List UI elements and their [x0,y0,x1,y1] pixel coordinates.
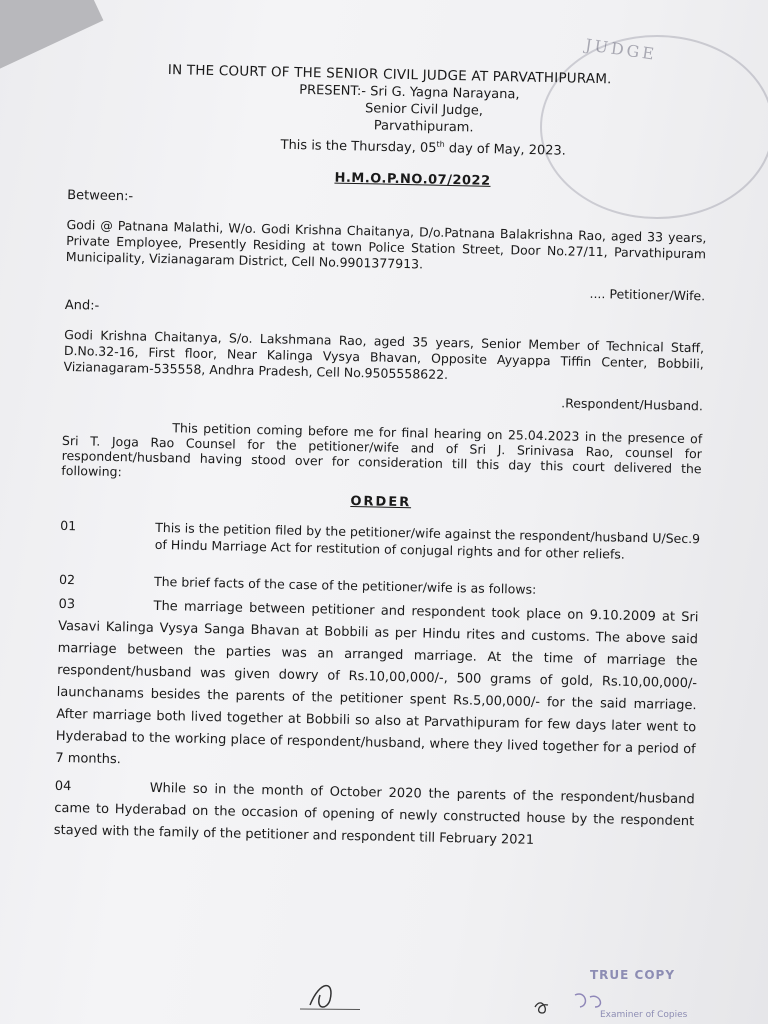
paragraph [55,594,699,783]
court-title: IN THE COURT OF THE SENIOR CIVIL JUDGE AT PARVATHIPURAM. [167,62,612,88]
paragraph [60,517,701,564]
court-seal-text: JUDGE [584,35,659,64]
court-place: Parvathipuram. [373,118,474,136]
case-number: H.M.O.P.NO.07/2022 [334,170,491,190]
paragraph-number: 02 [58,572,76,588]
court-header [68,60,710,163]
order-date: This is the Thursday, 05th day of May, 2023. [280,137,567,159]
order-heading: ORDER [350,494,412,511]
paragraph-text: The marriage between petitioner and respondent took place on 9.10.2009 at Sri Vasavi Kalinga Vysya Sanga Bhavan at Bobbili as per Hindu rites and customs. The above said marriage between the parties was an arranged marriage. At the time of marriage the respondent/husband was given dowry of Rs.10,00,000/-, 500 grams of gold, Rs.10,00,000/- launchanams besides the parents of the petitioner spent Rs.5,00,000/- for the said marriage. After marriage both lived together at Bobbili so also at Parvathipuram for few days later went to Hyderabad to the working place of respondent/husband, where they lived together for a period of 7 months. [55,599,699,768]
presiding-judge: PRESENT:- Sri G. Yagna Narayana, [299,82,520,103]
petitioner-details: Godi @ Patnana Malathi, W/o. Godi Krishna Chaitanya, D/o.Patnana Balakrishna Rao, aged 33 years, Private Employee, Presently Residing at town Police Station Street, Door No.27/11, Parvathipuram Municipality, Vizianagaram District, Cell No.9901377913. [65,217,707,272]
paragraph [54,776,695,855]
paragraph-text: The brief facts of the case of the petitioner/wife is as follows: [153,574,537,598]
and-label: And:- [64,298,100,314]
examiner-label: Examiner of Copies [600,1010,688,1020]
between-label: Between:- [66,188,134,205]
paragraph-number: 03 [58,597,76,613]
respondent-role: .Respondent/Husband. [561,395,704,414]
paragraph-text: This is the petition filed by the petitioner/wife against the respondent/husband U/Sec.9 of Hindu Marriage Act for restitution of conjugal rights and for other reliefs. [154,520,701,563]
signature-mark [300,975,360,1015]
paragraph-number: 01 [60,518,77,534]
true-copy-stamp: TRUE COPY [590,968,676,982]
order-sheet [53,60,709,862]
paragraph-text: While so in the month of October 2020 the parents of the respondent/husband came to Hyderabad on the occasion of opening of newly constructed house by the respondent stayed with the family of the petitioner and respondent till February 2021 [53,781,695,849]
judge-designation: Senior Civil Judge, [364,101,484,119]
hearing-intro: This petition coming before me for final hearing on 25.04.2023 in the presence of Sri T. Joga Rao Counsel for the petitioner/wife and of Sri J. Srinivasa Rao, counsel for respondent/husband having stood over for consideration till this day this court delivered the following: [61,420,703,480]
respondent-details: Godi Krishna Chaitanya, S/o. Lakshmana Rao, aged 35 years, Senior Member of Technical Staff, D.No.32-16, First floor, Near Kalinga Vysya Bhavan, Opposite Ayyappa Tiffin Center, Bobbili, Vizianagaram-535558, Andhra Pradesh, Cell No.9505558622. [63,327,705,383]
paragraph-number: 04 [54,779,72,795]
petitioner-role: .... Petitioner/Wife. [589,286,706,304]
